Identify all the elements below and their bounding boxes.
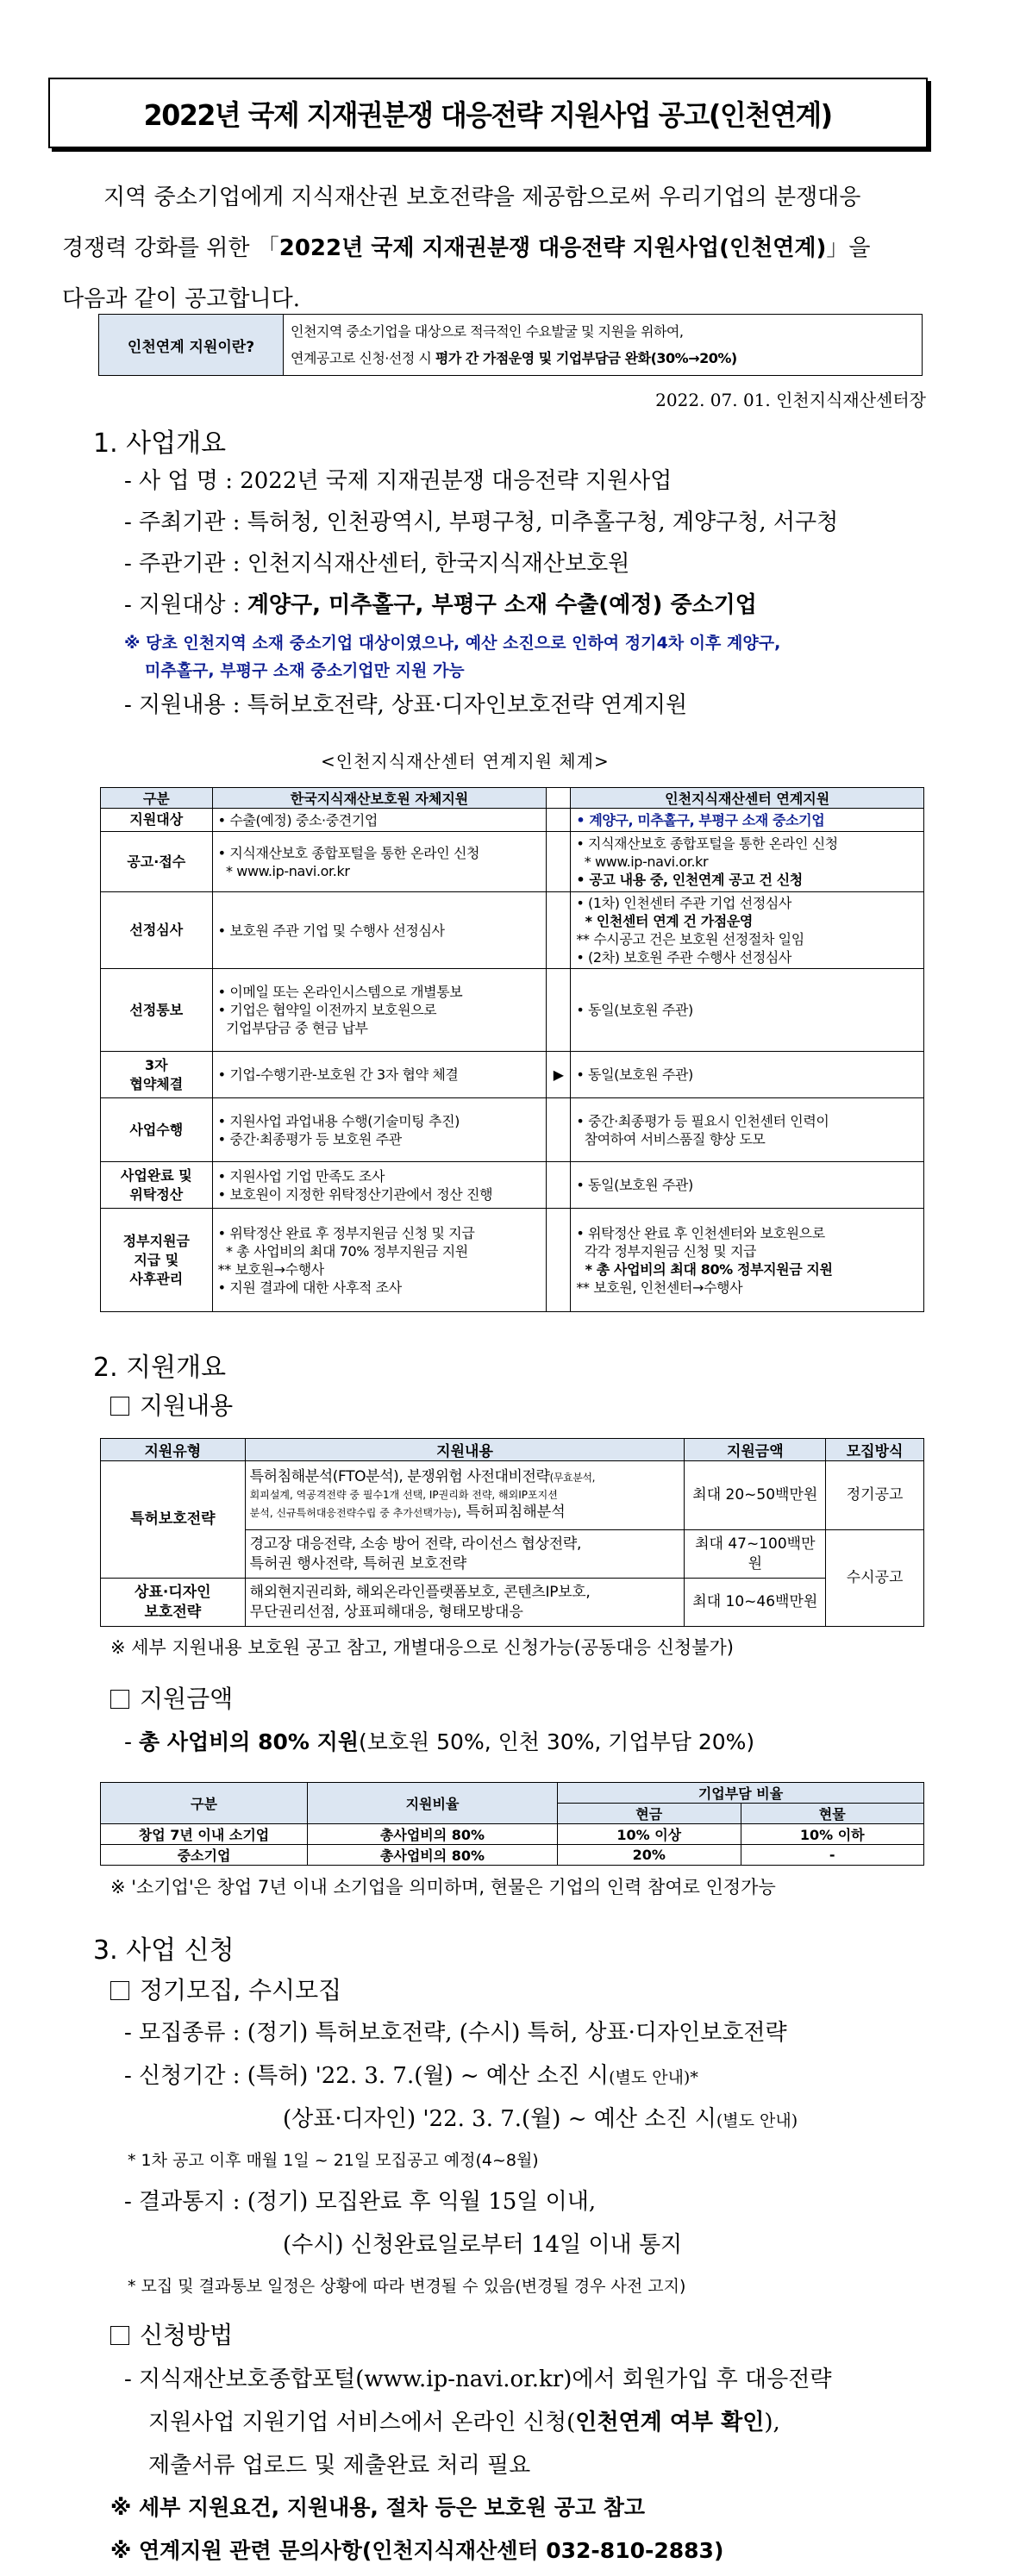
t1-line: • 보호원이 지정한 위탁정산기관에서 정산 진행 — [217, 1185, 493, 1203]
t1-row-right — [571, 1098, 924, 1162]
intro-line-2-pre: 경쟁력 강화를 위한 「 — [62, 235, 279, 261]
t1-line: • 기업-수행기관-보호원 간 3자 협약 체결 — [217, 1066, 459, 1083]
sec1-item-target — [124, 587, 757, 619]
ratio-table — [100, 1782, 924, 1866]
arrow-right-icon — [547, 1098, 571, 1162]
t2-header-type: 지원유형 — [101, 1439, 246, 1461]
sec1-target-pre: - 지원대상 : — [124, 592, 247, 618]
t3-header-cash: 현금 — [558, 1804, 741, 1824]
sec3-method-3: 제출서류 업로드 및 제출완료 처리 필요 — [148, 2453, 531, 2479]
t1-row-left — [212, 969, 547, 1052]
t1-row-label: 지원대상 — [101, 809, 213, 832]
t1-row-left — [212, 1098, 547, 1162]
t3-header-burden: 기업부담 비율 — [558, 1783, 924, 1804]
t2-patent-content-2: 경고장 대응전략, 소송 방어 전략, 라이선스 협상전략, 특허권 행사전략, 특허권 보호전략 — [245, 1530, 685, 1579]
t1-row-right — [571, 892, 924, 969]
intro-line-2-post: 」을 — [826, 235, 871, 261]
support-content-table — [100, 1438, 924, 1627]
t1-line: • 위탁정산 완료 후 인천센터와 보호원으로 — [576, 1224, 825, 1241]
t1-header-incheon: 인천지식재산센터 연계지원 — [571, 788, 924, 809]
t2-patent-amount-1: 최대 20~50백만원 — [685, 1461, 826, 1530]
t1-row-left — [212, 1052, 547, 1098]
t1-row-label: 사업수행 — [101, 1098, 213, 1162]
t2-patent-type: 특허보호전략 — [101, 1461, 246, 1579]
t1-line: * www.ip-navi.or.kr — [217, 862, 350, 879]
t1-row-right — [571, 1162, 924, 1209]
sec3-period-note: * 1차 공고 이후 매월 1일 ~ 21일 모집공고 예정(4~8월) — [128, 2151, 539, 2170]
incheon-info-line-2 — [291, 345, 915, 372]
t1-row-label: 정부지원금 지급 및 사후관리 — [101, 1209, 213, 1312]
sec2-sub1-label: 지원내용 — [140, 1391, 234, 1420]
t1-line: • 계양구, 미추홀구, 부평구 소재 중소기업 — [576, 811, 825, 828]
t1-header-kipo: 한국지식재산보호원 자체지원 — [212, 788, 547, 809]
table-row — [101, 892, 924, 969]
section-3-heading: 3. 사업 신청 — [93, 1935, 235, 1966]
incheon-info-line-1: 인천지역 중소기업을 대상으로 적극적인 수요발굴 및 지원을 위하여, — [291, 323, 684, 340]
table-row — [101, 1162, 924, 1209]
sec3-final-note-2: ※ 연계지원 관련 문의사항(인천지식재산센터 032-810-2883) — [110, 2538, 724, 2563]
incheon-info-text — [284, 315, 922, 375]
t1-line: ** 보호원→수행사 — [217, 1260, 324, 1278]
t1-row-right — [571, 969, 924, 1052]
sec3-result-2: (수시) 신청완료일로부터 14일 이내 통지 — [283, 2232, 683, 2258]
t1-line: • 지원 결과에 대한 사후적 조사 — [217, 1279, 402, 1296]
t1-line: • 중간·최종평가 등 보호원 주관 — [217, 1130, 402, 1147]
sec2-sub1 — [110, 1387, 233, 1422]
sec3-period-1: - 신청기간 : (특허) '22. 3. 7.(월) ~ 예산 소진 시(별도 안내)* — [124, 2063, 698, 2089]
sec3-sub2-label: 신청방법 — [140, 2321, 234, 2349]
t1-line: * 총 사업비의 최대 70% 정부지원금 지원 — [217, 1242, 468, 1260]
intro-line-3: 다음과 같이 공고합니다. — [62, 286, 300, 312]
t1-line: • 보호원 주관 기업 및 수행사 선정심사 — [217, 922, 445, 939]
sec3-kinds: - 모집종류 : (정기) 특허보호전략, (수시) 특허, 상표·디자인보호전략 — [124, 2020, 787, 2046]
t1-line: • 위탁정산 완료 후 정부지원금 신청 및 지급 — [217, 1224, 475, 1241]
sec3-period-2: (상표·디자인) '22. 3. 7.(월) ~ 예산 소진 시(별도 안내) — [283, 2106, 798, 2132]
t1-row-left — [212, 1209, 547, 1312]
t3-header-type: 구분 — [101, 1783, 308, 1824]
sec2-sub2-note: ※ '소기업'은 창업 7년 이내 소기업을 의미하며, 현물은 기업의 인력 참여로 인정가능 — [110, 1877, 776, 1898]
sec1-item-host: - 주최기관 : 특허청, 인천광역시, 부평구청, 미추홀구청, 계양구청, 서구청 — [124, 510, 839, 535]
checkbox-square-icon — [110, 1397, 129, 1416]
arrow-right-icon — [547, 832, 571, 892]
sec1-target-bold: 계양구, 미추홀구, 부평구 소재 수출(예정) 중소기업 — [247, 592, 757, 618]
t2-header-content: 지원내용 — [245, 1439, 685, 1461]
t1-line: • 수출(예정) 중소·중견기업 — [217, 811, 378, 828]
t1-row-right — [571, 809, 924, 832]
t1-line: • 이메일 또는 온라인시스템으로 개별통보 — [217, 984, 463, 1000]
section-1-heading: 1. 사업개요 — [93, 428, 227, 459]
table-row — [101, 832, 924, 892]
table-row: 중소기업 총사업비의 80% 20% - — [101, 1845, 924, 1866]
t1-row-left — [212, 1162, 547, 1209]
arrow-right-icon — [547, 969, 571, 1052]
sec1-item-organizer: - 주관기관 : 인천지식재산센터, 한국지식재산보호원 — [124, 551, 630, 577]
arrow-right-icon — [547, 1209, 571, 1312]
t1-line: ** 보호원, 인천센터→수행사 — [576, 1279, 743, 1296]
table-row — [101, 969, 924, 1052]
sec3-sub2 — [110, 2317, 233, 2351]
checkbox-square-icon — [110, 1981, 129, 2000]
t1-line: • (2차) 보호원 주관 수행사 선정심사 — [576, 949, 791, 966]
page-title-box — [48, 78, 928, 148]
t1-line: * 총 사업비의 최대 80% 정부지원금 지원 — [576, 1260, 833, 1278]
table-row — [101, 1209, 924, 1312]
sec1-item-content: - 지원내용 : 특허보호전략, 상표·디자인보호전략 연계지원 — [124, 692, 688, 718]
t2-patent-content-1: 특허침해분석(FTO분석), 분쟁위험 사전대비전략(무효분석, 회피설계, 역공격전략 중 필수1개 선택, IP권리화 전략, 해외IP포지션 분석, 신규특허대응전략수립 중 추가선택가능), 특허피침해분석 — [245, 1461, 685, 1530]
sec2-sub2 — [110, 1680, 233, 1715]
t1-row-right — [571, 1209, 924, 1312]
incheon-info-label: 인천연계 지원이란? — [99, 315, 284, 375]
t1-line: 각각 정부지원금 신청 및 지급 — [576, 1242, 757, 1260]
t1-line: • (1차) 인천센터 주관 기업 선정심사 — [576, 895, 791, 911]
t2-header-amount: 지원금액 — [685, 1439, 826, 1461]
t1-row-label: 3자 협약체결 — [101, 1052, 213, 1098]
t1-row-left — [212, 832, 547, 892]
t2-design-amount: 최대 10~46백만원 — [685, 1579, 826, 1627]
t1-row-label: 사업완료 및 위탁정산 — [101, 1162, 213, 1209]
t1-line: • 지원사업 기업 만족도 조사 — [217, 1167, 385, 1185]
arrow-right-icon — [547, 892, 571, 969]
t2-adhoc-method: 수시공고 — [826, 1530, 924, 1627]
arrow-right-icon — [547, 809, 571, 832]
t2-design-type: 상표·디자인 보호전략 — [101, 1579, 246, 1627]
sec3-result-note: * 모집 및 결과통보 일정은 상황에 따라 변경될 수 있음(변경될 경우 사전 고지) — [128, 2277, 686, 2296]
sec1-note-line-2: 미추홀구, 부평구 소재 중소기업만 지원 가능 — [145, 661, 465, 680]
section-2-heading: 2. 지원개요 — [93, 1353, 227, 1383]
t1-line: • 중간·최종평가 등 필요시 인천센터 인력이 — [576, 1112, 829, 1129]
arrow-right-icon: ▶ — [547, 1052, 571, 1098]
t1-line: • 동일(보호원 주관) — [576, 1177, 693, 1193]
sec3-final-note-1: ※ 세부 지원요건, 지원내용, 절차 등은 보호원 공고 참고 — [110, 2495, 646, 2520]
t1-line: 참여하여 서비스품질 향상 도모 — [576, 1130, 766, 1147]
sec2-amount-line: - 총 사업비의 80% 지원(보호원 50%, 인천 30%, 기업부담 20%) — [124, 1729, 755, 1754]
announcement-date: 2022. 07. 01. 인천지식재산센터장 — [655, 390, 926, 410]
sec1-item-name: - 사 업 명 : 2022년 국제 지재권분쟁 대응전략 지원사업 — [124, 468, 673, 494]
t1-row-right — [571, 832, 924, 892]
checkbox-square-icon — [110, 2326, 129, 2345]
t1-row-label: 공고·접수 — [101, 832, 213, 892]
table1-caption: <인천지식재산센터 연계지원 체계> — [321, 751, 610, 772]
t1-row-label: 선정심사 — [101, 892, 213, 969]
intro-paragraph — [62, 172, 959, 325]
t1-row-right — [571, 1052, 924, 1098]
t1-line: • 동일(보호원 주관) — [576, 1066, 693, 1083]
sec3-sub1-label: 정기모집, 수시모집 — [140, 1976, 342, 2004]
sec3-method-2: 지원사업 지원기업 서비스에서 온라인 신청(인천연계 여부 확인), — [148, 2410, 780, 2435]
t1-line: • 공고 내용 중, 인천연계 공고 건 신청 — [576, 872, 803, 888]
t1-row-label: 선정통보 — [101, 969, 213, 1052]
sec1-note-line-1: ※ 당초 인천지역 소재 중소기업 대상이였으나, 예산 소진으로 인하여 정기4차 이후 계양구, — [124, 634, 781, 653]
t1-row-left — [212, 809, 547, 832]
sec2-sub2-label: 지원금액 — [140, 1685, 234, 1713]
t2-patent-amount-2: 최대 47~100백만원 — [685, 1530, 826, 1579]
t1-header-category: 구분 — [101, 788, 213, 809]
table-row — [101, 1098, 924, 1162]
t2-patent-method: 정기공고 — [826, 1461, 924, 1530]
arrow-right-icon — [547, 1162, 571, 1209]
incheon-info-box — [98, 314, 923, 376]
t1-line: • 기업은 협약일 이전까지 보호원으로 — [217, 1002, 437, 1018]
sec3-method-1: - 지식재산보호종합포털(www.ip-navi.or.kr)에서 회원가입 후 대응전략 — [124, 2367, 832, 2392]
checkbox-square-icon — [110, 1690, 129, 1709]
table-row — [101, 1052, 924, 1098]
sec3-sub1 — [110, 1972, 341, 2006]
table-row — [101, 809, 924, 832]
t1-line: • 지원사업 과업내용 수행(기술미팅 추진) — [217, 1112, 460, 1129]
support-system-table — [100, 787, 924, 1312]
incheon-info-line-2-bold: 평가 간 가점운영 및 기업부담금 완화(30%→20%) — [435, 350, 737, 366]
t1-line: • 동일(보호원 주관) — [576, 1002, 693, 1018]
t1-line: * 인천센터 연계 건 가점운영 — [576, 913, 753, 929]
intro-line-1: 지역 중소기업에게 지식재산권 보호전략을 제공함으로써 우리기업의 분쟁대응 — [103, 184, 861, 210]
incheon-info-line-2-pre: 연계공고로 신청·선정 시 — [291, 350, 435, 366]
sec3-result-1: - 결과통지 : (정기) 모집완료 후 익월 15일 이내, — [124, 2189, 597, 2215]
sec2-sub1-note: ※ 세부 지원내용 보호원 공고 참고, 개별대응으로 신청가능(공동대응 신청불가) — [110, 1637, 734, 1658]
t1-line: 기업부담금 중 현금 납부 — [217, 1020, 368, 1036]
page-title: 2022년 국제 지재권분쟁 대응전략 지원사업 공고(인천연계) — [143, 97, 833, 132]
t3-header-ratio: 지원비율 — [308, 1783, 558, 1824]
t2-design-content: 해외현지권리화, 해외온라인플랫폼보호, 콘텐츠IP보호, 무단권리선점, 상표피해대응, 형태모방대응 — [245, 1579, 685, 1627]
t1-line: • 지식재산보호 종합포털을 통한 온라인 신청 — [217, 844, 480, 861]
t1-line: * www.ip-navi.or.kr — [576, 853, 709, 870]
intro-line-2 — [62, 223, 959, 274]
t1-line: ** 수시공고 건은 보호원 선정절차 일임 — [576, 931, 804, 947]
t3-header-kind: 현물 — [741, 1804, 924, 1824]
t1-row-left — [212, 892, 547, 969]
table-row: 창업 7년 이내 소기업 총사업비의 80% 10% 이상 10% 이하 — [101, 1824, 924, 1845]
intro-line-2-bold: 2022년 국제 지재권분쟁 대응전략 지원사업(인천연계) — [278, 235, 827, 261]
t2-header-method: 모집방식 — [826, 1439, 924, 1461]
t1-line: • 지식재산보호 종합포털을 통한 온라인 신청 — [576, 835, 838, 852]
